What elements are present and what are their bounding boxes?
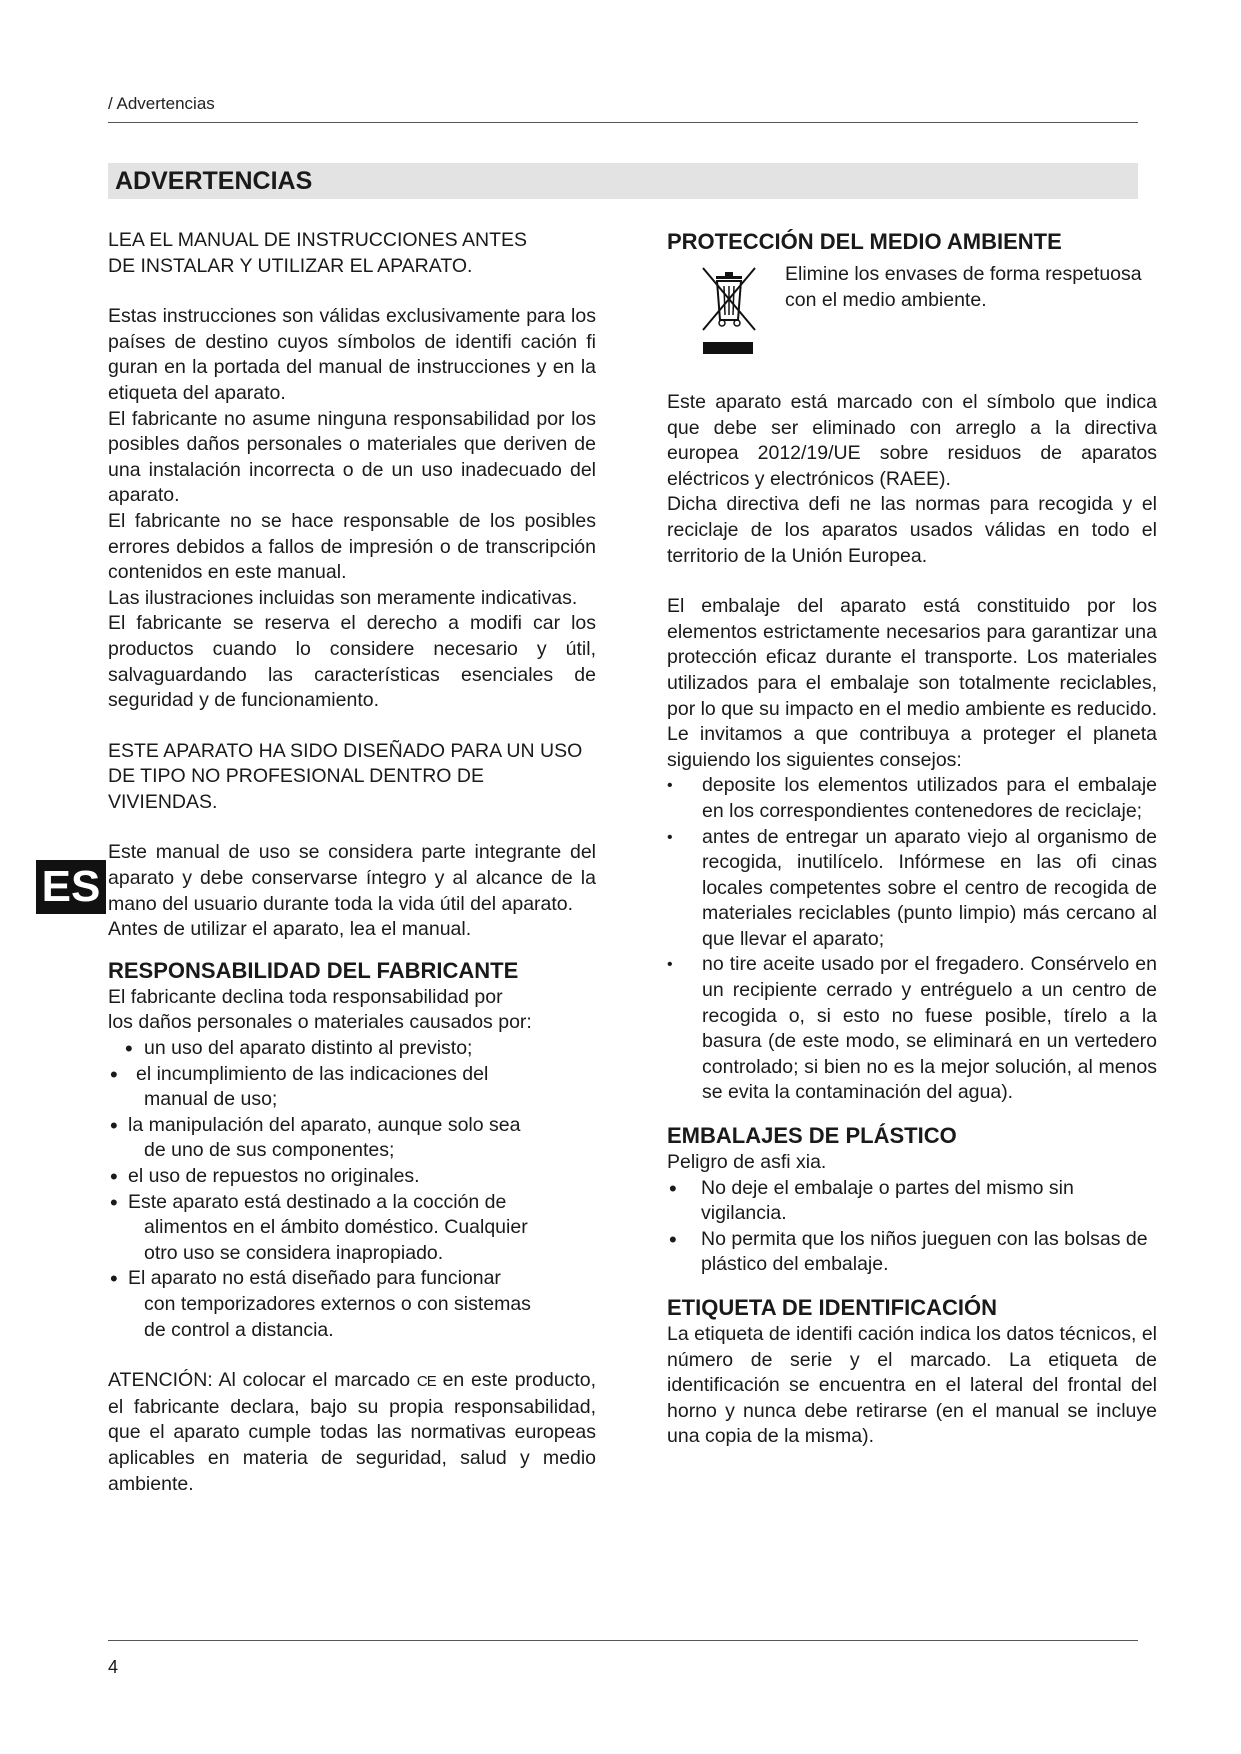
title-bar bbox=[108, 163, 1138, 199]
plastic-warning-list bbox=[667, 1176, 1157, 1278]
paragraph-read-manual: Antes de utilizar el aparato, lea el manual. bbox=[108, 918, 472, 941]
crossed-bin-icon bbox=[697, 264, 761, 358]
paragraph-modifications: El fabricante se reserva el derecho a modifi car los productos cuando lo considere necesario y útil, salvaguardando las características esenciales de seguridad y de funcionamiento. bbox=[108, 612, 596, 712]
heading-environment: PROTECCIÓN DEL MEDIO AMBIENTE bbox=[667, 229, 1062, 254]
paragraph-illustrations: Las ilustraciones incluidas son meramente indicativas. bbox=[108, 586, 578, 609]
ce-mark: CE bbox=[416, 1373, 436, 1391]
heading-manufacturer-responsibility: RESPONSABILIDAD DEL FABRICANTE bbox=[108, 957, 519, 983]
list-item: • un uso del aparato distinto al previsto; bbox=[108, 1036, 596, 1062]
language-tab: ES bbox=[36, 860, 106, 914]
paragraph-validity: Estas instrucciones son válidas exclusivamente para los países de destino cuyos símbolos de identifi cación fi guran en la portada del manual de instrucciones y en la etiqueta del aparato. bbox=[108, 305, 596, 404]
paragraph-errors: El fabricante no se hace responsable de los posibles errores debidos a fallos de impresión o de transcripción contenidos en este manual. bbox=[108, 509, 596, 584]
list-item: • la manipulación del aparato, aunque solo sea de uno de sus componentes; bbox=[108, 1113, 596, 1164]
page-number: 4 bbox=[108, 1657, 119, 1677]
list-item: • deposite los elementos utilizados para el embalaje en los correspondientes contenedores de reciclaje; bbox=[667, 773, 1157, 824]
responsibility-list bbox=[108, 1036, 596, 1343]
header-rule bbox=[108, 122, 1138, 123]
list-item: • No permita que los niños jueguen con las bolsas de plástico del embalaje. bbox=[667, 1227, 1157, 1278]
list-item: • el incumplimiento de las indicaciones del manual de uso; bbox=[108, 1062, 596, 1113]
page-title: ADVERTENCIAS bbox=[115, 167, 313, 195]
breadcrumb: / Advertencias bbox=[108, 94, 215, 113]
right-column bbox=[667, 228, 1157, 1450]
footer-rule bbox=[108, 1640, 1138, 1641]
heading-plastic-packaging: EMBALAJES DE PLÁSTICO bbox=[667, 1123, 957, 1149]
resp-intro-line-2: los daños personales o materiales causados por: bbox=[108, 1011, 532, 1034]
paragraph-packaging: El embalaje del aparato está constituido por los elementos estrictamente necesarios para garantizar una protección eficaz durante el transporte. Los materiales utilizados para el embalaje son totalmente reciclables, por lo que su impacto en el medio ambiente es reducido. Le invitamos a que contribuya a proteger el planeta siguiendo los siguientes consejos: bbox=[667, 595, 1157, 771]
paragraph-manual-part: Este manual de uso se considera parte integrante del aparato y debe conservarse íntegro y al alcance de la mano del usuario durante toda la vida útil del aparato. bbox=[108, 841, 596, 915]
left-column bbox=[108, 228, 596, 1497]
plastic-intro: Peligro de asfi xia. bbox=[667, 1151, 827, 1174]
paragraph-attention bbox=[108, 1368, 596, 1497]
list-item: • El aparato no está diseñado para funcionar con temporizadores externos o con sistemas de control a distancia. bbox=[108, 1266, 596, 1343]
heading-identification-label: ETIQUETA DE IDENTIFICACIÓN bbox=[667, 1295, 997, 1320]
intro-caps: LEA EL MANUAL DE INSTRUCCIONES ANTES DE INSTALAR Y UTILIZAR EL APARATO. bbox=[108, 229, 527, 277]
paragraph-weee: Este aparato está marcado con el símbolo que indica que debe ser eliminado con arreglo a la directiva europea 2012/19/UE sobre residuos de aparatos eléctricos y electrónicos (RAEE). bbox=[667, 391, 1157, 490]
environment-icon-text: Elimine los envases de forma respetuosa con el medio ambiente. bbox=[785, 263, 1142, 311]
resp-intro-line-1: El fabricante declina toda responsabilidad por bbox=[108, 985, 503, 1008]
list-item: • el uso de repuestos no originales. bbox=[108, 1164, 596, 1190]
non-professional-caps: ESTE APARATO HA SIDO DISEÑADO PARA UN USO DE TIPO NO PROFESIONAL DENTRO DE VIVIENDAS. bbox=[108, 739, 583, 813]
paragraph-liability: El fabricante no asume ninguna responsabilidad por los posibles daños personales o materiales que deriven de una instalación incorrecta o de un uso inadecuado del aparato. bbox=[108, 407, 596, 507]
paragraph-directive: Dicha directiva defi ne las normas para recogida y el reciclaje de los aparatos usados válidas en todo el territorio de la Unión Europea. bbox=[667, 493, 1157, 567]
environment-tips-list bbox=[667, 773, 1157, 1106]
list-item: • no tire aceite usado por el fregadero. Consérvelo en un recipiente cerrado y entréguelo a un centro de recogida o, si esto no fuese posible, tírelo a la basura (de este modo, se eliminará en un vertedero controlado; si bien no es la mejor solución, al menos se evita la contaminación del agua). bbox=[667, 952, 1157, 1106]
paragraph-identification-label: La etiqueta de identifi cación indica los datos técnicos, el número de serie y el marcado. La etiqueta de identificación se encuentra en el lateral del frontal del horno y nunca debe retirarse (en el manual se incluye una copia de la misma). bbox=[667, 1323, 1157, 1448]
list-item: • No deje el embalaje o partes del mismo sin vigilancia. bbox=[667, 1176, 1157, 1227]
attention-pre: ATENCIÓN: Al colocar el marcado bbox=[108, 1369, 411, 1392]
list-item: • antes de entregar un aparato viejo al organismo de recogida, inutilícelo. Infórmese en las ofi cinas locales competentes sobre el centro de recogida de materiales reciclables (punto limpio) más cercano al que llevar el aparato; bbox=[667, 825, 1157, 953]
list-item: • Este aparato está destinado a la cocción de alimentos en el ámbito doméstico. Cualquier otro uso se considera inapropiado. bbox=[108, 1190, 596, 1267]
environment-icon-block bbox=[667, 262, 1157, 390]
attention-post: en este producto, el fabricante declara, bajo su propia responsabilidad, que el aparato cumple todas las normativas europeas aplicables en materia de seguridad, salud y medio ambiente. bbox=[108, 1369, 597, 1495]
